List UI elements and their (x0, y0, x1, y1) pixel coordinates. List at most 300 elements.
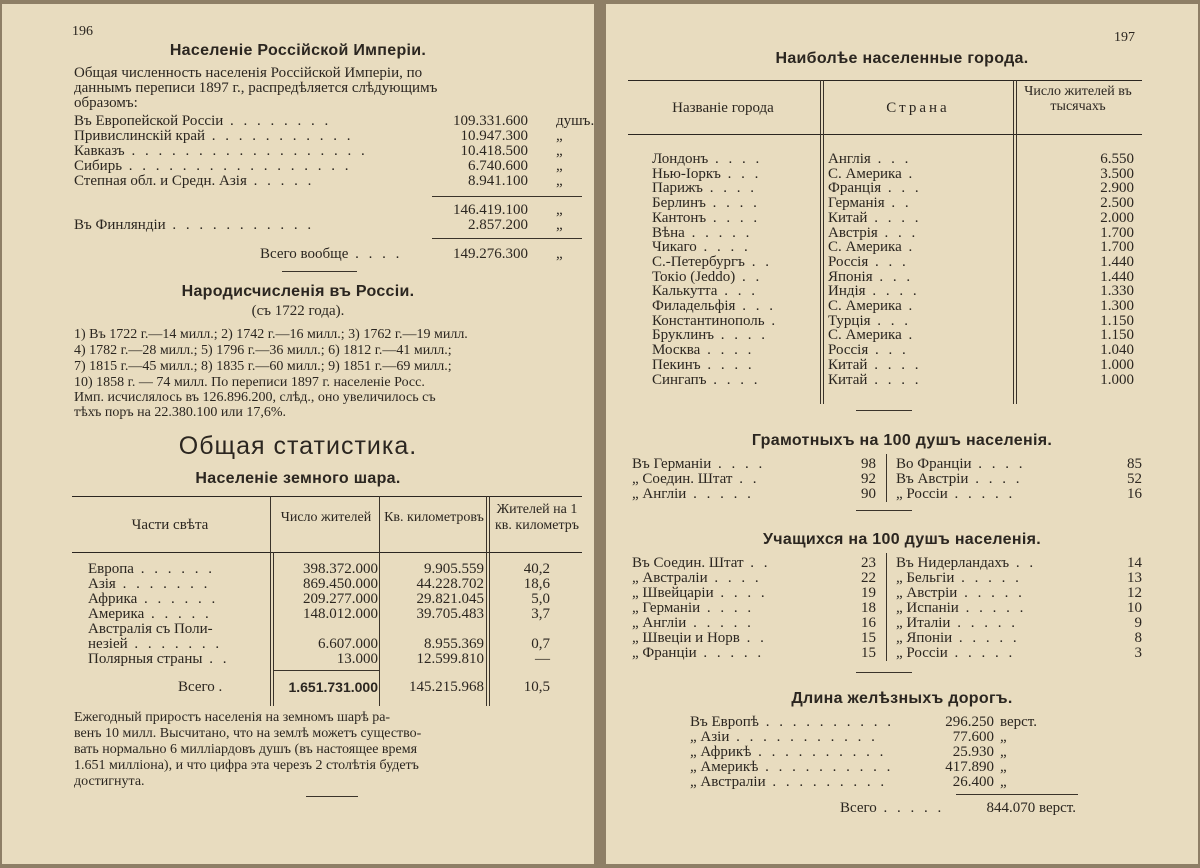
continent-label: незіей . . . . . . . (88, 636, 223, 652)
city-label-text: Москва (652, 342, 701, 359)
rail-value: 417.890 (945, 759, 994, 775)
item-label-text: „ Швейцаріи (632, 585, 714, 601)
population-unit: „ (556, 173, 563, 189)
area-cell: 39.705.483 (416, 606, 484, 622)
density-cell: 18,6 (523, 576, 550, 592)
continent-label: Азія . . . . . . . (88, 576, 211, 592)
rail-label: „ Австраліи . . . . . . . . . (690, 774, 888, 790)
item-value: 22 (861, 570, 876, 586)
divider (306, 796, 358, 797)
city-label: Пекинъ . . . . (652, 356, 755, 373)
item-label: Въ Австріи . . . . (896, 471, 1023, 487)
table-border (72, 496, 582, 497)
population-value: 10.947.300 (460, 128, 528, 144)
item-label: „ Италіи . . . . . (896, 615, 1018, 631)
population-cell: 869.450.000 (303, 576, 378, 592)
country-label-text: С. Америка (828, 298, 902, 314)
rail-total-row (836, 801, 1136, 816)
city-label-text: Лондонъ (652, 151, 709, 167)
country-label-text: Китай (828, 356, 868, 373)
growth-line: Ежегодный приростъ населенія на земномъ шарѣ ра- (74, 710, 391, 725)
city-label: Кантонъ . . . . (652, 209, 761, 226)
country-label: Англія . . . (828, 151, 912, 167)
item-label-text: „ Австріи (896, 585, 958, 601)
item-value: 14 (1127, 555, 1142, 571)
census-line: тѣхъ поръ на 22.380.100 или 17,6%. (74, 405, 286, 420)
country-label: С. Америка . (828, 165, 916, 182)
city-label-text: Филадельфія (652, 298, 736, 314)
item-value: 85 (1127, 456, 1142, 472)
total-unit: „ (556, 246, 563, 262)
population-value: 109.331.600 (453, 113, 528, 129)
list-item (896, 631, 1142, 646)
item-label-text: „ Россіи (896, 645, 948, 661)
census-title: Народисчисленія въ Россіи. (181, 283, 415, 300)
table-border (274, 670, 379, 671)
census-line: 7) 1815 г.—45 милл.; 8) 1835 г.—60 милл.; 9) 1851 г.—69 милл.; (74, 359, 452, 374)
population-row (74, 159, 594, 174)
country-label: Китай . . . . (828, 371, 922, 388)
city-label: Лондонъ . . . . (652, 151, 763, 167)
continent-label: Африка . . . . . . (88, 591, 219, 607)
population-unit: душъ. (556, 113, 595, 129)
world-total-pop: 1.651.731.000 (288, 679, 378, 695)
page-number: 197 (1114, 30, 1135, 45)
city-pop: 1.150 (1100, 312, 1134, 329)
area-cell: 29.821.045 (416, 591, 484, 607)
population-label-text: Сибирь (74, 158, 123, 174)
rail-value: 25.930 (952, 744, 994, 760)
country-label-text: Россія (828, 253, 869, 270)
item-value: 10 (1127, 600, 1142, 616)
city-label-text: Сингапъ (652, 371, 707, 388)
city-label: Бруклинъ . . . . (652, 327, 768, 344)
population-intro-3: образомъ: (74, 95, 138, 111)
country-label: С. Америка . (828, 298, 916, 314)
item-label: „ Австраліи . . . . (632, 570, 762, 586)
item-label-text: „ Россіи (896, 486, 948, 502)
city-pop: 1.440 (1100, 268, 1134, 285)
item-label: „ Соедин. Штат . . (632, 471, 760, 487)
continent-label: Америка . . . . . (88, 606, 212, 622)
continent-label-text: Полярныя страны (88, 651, 203, 667)
continent-label: Европа . . . . . . (88, 561, 215, 577)
population-label: Степная обл. и Средн. Азія . . . . . (74, 173, 315, 189)
item-value: 23 (861, 555, 876, 571)
list-item (632, 457, 882, 472)
item-label: „ Франціи . . . . . (632, 645, 765, 661)
total-row (74, 247, 594, 262)
item-label: „ Испаніи . . . . . (896, 600, 1027, 616)
list-item (896, 586, 1142, 601)
item-label: Въ Соедин. Штат . . (632, 555, 771, 571)
continent-label-text: Азія (88, 576, 116, 592)
rail-unit: „ (1000, 759, 1007, 775)
growth-line: 1.651 миллiона), и что цифра эта черезъ 2 столѣтія будетъ (74, 758, 419, 773)
literacy-title: Грамотныхъ на 100 душъ населенія. (751, 432, 1053, 449)
population-value: 8.941.100 (468, 173, 528, 189)
density-cell: 0,7 (531, 636, 550, 652)
list-item (632, 571, 882, 586)
divider (856, 510, 912, 511)
list-item (632, 646, 882, 661)
country-label: Китай . . . . (828, 356, 922, 373)
item-value: 90 (861, 486, 876, 502)
table-row (72, 562, 592, 577)
population-cell: 398.372.000 (303, 561, 378, 577)
city-label: Калькутта . . . (652, 283, 758, 300)
country-label-text: Китай (828, 209, 868, 226)
item-label-text: Въ Австріи (896, 471, 969, 487)
continent-label-text: незіей (88, 636, 128, 652)
list-item (690, 715, 1110, 730)
col-header-pop: Число жителей (280, 510, 372, 525)
col-header-city: Названіе города (672, 100, 774, 116)
table-row (72, 622, 592, 637)
item-value: 3 (1134, 645, 1142, 661)
area-cell: 12.599.810 (416, 651, 484, 667)
city-label: Сингапъ . . . . (652, 371, 761, 388)
item-value: 16 (861, 615, 876, 631)
rail-value: 296.250 (945, 714, 994, 730)
country-label-text: Японія (828, 268, 873, 285)
continent-label (88, 622, 213, 637)
rail-label-text: „ Австраліи (690, 774, 766, 790)
item-label: „ Россіи . . . . . (896, 486, 1016, 502)
list-item (896, 616, 1142, 631)
country-label: Китай . . . . (828, 209, 922, 226)
total-value: 149.276.300 (453, 246, 528, 262)
area-cell: 8.955.369 (424, 636, 484, 652)
rail-unit: „ (1000, 729, 1007, 745)
area-cell: 9.905.559 (424, 561, 484, 577)
population-label-text: Кавказъ (74, 143, 125, 159)
item-label-text: Въ Соедин. Штат (632, 555, 744, 571)
list-item (896, 646, 1142, 661)
cities-title: Наиболѣе населенные города. (775, 50, 1029, 67)
country-label: Россія . . . (828, 342, 909, 359)
city-label: Константинополь . (652, 312, 779, 329)
rail-label-text: „ Америкѣ (690, 759, 759, 775)
divider (432, 238, 582, 239)
item-label: „ Англіи . . . . . (632, 486, 754, 502)
country-label-text: Индія (828, 283, 866, 300)
list-item (632, 472, 882, 487)
col-header-country: Страна (886, 100, 950, 116)
country-label-text: Англія (828, 151, 871, 167)
rail-total-label: Всего . . . . . (840, 800, 945, 816)
rail-label: Въ Европѣ . . . . . . . . . . (690, 714, 894, 730)
divider (282, 271, 357, 272)
population-value: 6.740.600 (468, 158, 528, 174)
population-row (74, 174, 594, 189)
city-pop: 1.330 (1100, 283, 1134, 300)
divider (856, 672, 912, 673)
list-item (632, 556, 882, 571)
item-value: 52 (1127, 471, 1142, 487)
population-cell: 148.012.000 (303, 606, 378, 622)
density-cell: 3,7 (531, 606, 550, 622)
rail-unit: „ (1000, 774, 1007, 790)
growth-line: венъ 10 милл. Высчитано, что на землѣ можетъ существо- (74, 726, 422, 741)
rail-label: „ Африкѣ . . . . . . . . . . (690, 744, 887, 760)
item-label: „ Англіи . . . . . (632, 615, 754, 631)
city-label-text: Калькутта (652, 283, 718, 300)
col-header-density: Жителей на 1 кв. километръ (494, 502, 580, 533)
city-label-text: Бруклинъ (652, 327, 714, 344)
city-pop: 1.000 (1100, 356, 1134, 373)
population-intro-1: Общая численность населенія Россійской Имперіи, по (74, 65, 423, 81)
students-title: Учащихся на 100 душъ населенія. (763, 531, 1041, 548)
finland-unit: „ (556, 217, 563, 233)
item-label-text: Во Франціи (896, 456, 972, 472)
subtotal-unit: „ (556, 202, 563, 218)
population-row (74, 114, 594, 129)
divider (432, 196, 582, 197)
rail-label-text: „ Азіи (690, 729, 730, 745)
city-label: Вѣна . . . . . (652, 224, 753, 241)
population-label: Въ Европейской Россіи . . . . . . . . (74, 113, 332, 129)
item-label-text: „ Швеціи и Норв (632, 630, 740, 646)
city-label-text: Константинополь (652, 312, 765, 329)
city-label: С.-Петербургъ . . (652, 253, 772, 270)
item-label: Въ Германіи . . . . (632, 456, 766, 472)
census-line: 4) 1782 г.—28 милл.; 5) 1796 г.—36 милл.; 6) 1812 г.—41 милл.; (74, 343, 452, 358)
item-value: 98 (861, 456, 876, 472)
general-title: Общая статистика. (178, 432, 418, 460)
table-row (72, 577, 592, 592)
table-row (72, 607, 592, 622)
right-page (606, 4, 1198, 864)
city-label-text: Берлинъ (652, 195, 706, 212)
list-item (690, 745, 1110, 760)
city-label-text: Нью-Іоркъ (652, 165, 721, 182)
item-label-text: Въ Нидерландахъ (896, 555, 1010, 571)
list-item (896, 556, 1142, 571)
rail-unit: верст. (1000, 714, 1037, 730)
country-label-text: Франція (828, 180, 882, 197)
divider (856, 410, 912, 411)
population-unit: „ (556, 143, 563, 159)
rail-unit: „ (1000, 744, 1007, 760)
population-row (74, 144, 594, 159)
list-item (690, 760, 1110, 775)
population-cell: 6.607.000 (318, 636, 378, 652)
city-pop: 3.500 (1100, 165, 1134, 182)
city-pop: 1.440 (1100, 253, 1134, 270)
finland-row (74, 218, 594, 233)
item-value: 19 (861, 585, 876, 601)
city-label-text: Чикаго (652, 239, 697, 256)
total-label: Всего вообще . . . . (260, 246, 403, 262)
country-label: С. Америка . (828, 239, 916, 256)
population-cell: 209.277.000 (303, 591, 378, 607)
world-total-density: 10,5 (523, 679, 550, 695)
item-value: 12 (1127, 585, 1142, 601)
continent-label-text: Европа (88, 561, 134, 577)
item-value: 92 (861, 471, 876, 487)
country-label-text: Китай (828, 371, 868, 388)
city-label: Парижъ . . . . (652, 180, 757, 197)
table-border (628, 134, 1142, 135)
census-line: 10) 1858 г. — 74 милл. По переписи 1897 г. населеніе Росс. (74, 375, 425, 390)
density-cell: — (535, 651, 550, 667)
col-header-part: Части свѣта (131, 517, 209, 533)
divider (956, 794, 1078, 795)
population-title: Населеніе Россійской Имперіи. (169, 42, 427, 59)
table-row (628, 373, 1188, 388)
rail-label: „ Азіи . . . . . . . . . . . (690, 729, 878, 745)
country-label-text: С. Америка (828, 239, 902, 256)
subtotal-row (74, 203, 594, 218)
city-label-text: Пекинъ (652, 356, 701, 373)
city-pop: 1.700 (1100, 224, 1134, 241)
city-label-text: С.-Петербургъ (652, 253, 745, 270)
city-label: Токіо (Jeddo) . . (652, 268, 763, 285)
item-label: „ Японіи . . . . . (896, 630, 1020, 646)
item-label: „ Бельгіи . . . . . (896, 570, 1022, 586)
growth-line: вать нормально 6 миллiардовъ душъ (въ настоящее время (74, 742, 418, 757)
population-label-text: Привислинскій край (74, 128, 206, 144)
item-label: „ Германіи . . . . (632, 600, 755, 616)
table-row (72, 592, 592, 607)
growth-line: достигнута. (74, 774, 145, 789)
table-border (628, 80, 1142, 81)
item-label-text: Въ Германіи (632, 456, 712, 472)
column-divider (886, 454, 887, 502)
table-border (72, 552, 582, 553)
city-pop: 6.550 (1100, 151, 1134, 167)
city-pop: 1.700 (1100, 239, 1134, 256)
city-pop: 2.900 (1100, 180, 1134, 197)
list-item (896, 457, 1142, 472)
country-label: Индія . . . . (828, 283, 920, 300)
city-pop: 1.040 (1100, 342, 1134, 359)
item-value: 15 (861, 630, 876, 646)
item-label: Во Франціи . . . . (896, 456, 1026, 472)
item-value: 15 (861, 645, 876, 661)
rail-label: „ Америкѣ . . . . . . . . . . (690, 759, 894, 775)
world-total-area: 145.215.968 (409, 679, 484, 695)
item-label-text: „ Италіи (896, 615, 951, 631)
country-label-text: Австрія (828, 224, 878, 241)
continent-label-text: Австралія съ Поли- (88, 621, 213, 637)
item-value: 18 (861, 600, 876, 616)
list-item (896, 601, 1142, 616)
rail-label-text: Въ Европѣ (690, 714, 759, 730)
left-page (2, 4, 594, 864)
item-label-text: „ Англіи (632, 615, 687, 631)
country-label: Японія . . . (828, 268, 914, 285)
item-label-text: „ Бельгіи (896, 570, 955, 586)
population-label-text: Въ Европейской Россіи (74, 113, 224, 129)
population-unit: „ (556, 158, 563, 174)
item-label: „ Россіи . . . . . (896, 645, 1016, 661)
list-item (690, 775, 1110, 790)
list-item (690, 730, 1110, 745)
item-label-text: „ Англіи (632, 486, 687, 502)
rail-value: 77.600 (952, 729, 994, 745)
item-label-text: „ Испаніи (896, 600, 959, 616)
item-value: 9 (1134, 615, 1142, 631)
country-label-text: С. Америка (828, 165, 902, 182)
population-label: Сибирь . . . . . . . . . . . . . . . . . (74, 158, 352, 174)
list-item (632, 586, 882, 601)
city-pop: 2.500 (1100, 195, 1134, 212)
table-row (72, 637, 592, 652)
population-label: Кавказъ . . . . . . . . . . . . . . . . . . (74, 143, 368, 159)
item-value: 16 (1127, 486, 1142, 502)
census-line: Имп. исчислялось въ 126.896.200, слѣд., оно увеличилось съ (74, 390, 436, 405)
country-label: Турція . . . (828, 312, 912, 329)
city-label: Чикаго . . . . (652, 239, 751, 256)
item-label: „ Швейцаріи . . . . (632, 585, 768, 601)
item-label-text: „ Соедин. Штат (632, 471, 733, 487)
continent-label-text: Африка (88, 591, 138, 607)
col-header-area: Кв. километровъ (384, 510, 484, 525)
country-label-text: Турція (828, 312, 871, 329)
city-label-text: Парижъ (652, 180, 703, 197)
census-line: 1) Въ 1722 г.—14 милл.; 2) 1742 г.—16 милл.; 3) 1762 г.—19 милл. (74, 327, 468, 342)
world-total-label: Всего . (178, 679, 223, 695)
finland-label: Въ Финляндіи . . . . . . . . . . . (74, 217, 315, 233)
city-pop: 1.300 (1100, 298, 1134, 314)
density-cell: 40,2 (523, 561, 550, 577)
item-value: 8 (1134, 630, 1142, 646)
item-label-text: „ Австраліи (632, 570, 708, 586)
population-label-text: Степная обл. и Средн. Азія (74, 173, 247, 189)
city-pop: 2.000 (1100, 209, 1134, 226)
country-label-text: Германія (828, 195, 885, 212)
rail-title: Длина желѣзныхъ дорогъ. (791, 690, 1013, 707)
list-item (632, 631, 882, 646)
world-total-row (72, 680, 592, 695)
list-item (632, 487, 882, 502)
city-label-text: Токіо (Jeddo) (652, 268, 736, 285)
col-header-pop: Число жителей въ тысячахъ (1024, 84, 1132, 114)
continent-label: Полярныя страны . . (88, 651, 230, 667)
population-intro-2: даннымъ переписи 1897 г., распредѣляется слѣдующимъ (74, 80, 438, 96)
city-label-text: Кантонъ (652, 209, 707, 226)
list-item (896, 472, 1142, 487)
item-label-text: „ Японіи (896, 630, 953, 646)
city-label: Москва . . . . (652, 342, 755, 359)
table-row (72, 652, 592, 667)
area-cell: 44.228.702 (416, 576, 484, 592)
city-pop: 1.000 (1100, 371, 1134, 388)
item-label: „ Швеціи и Норв . . (632, 630, 767, 646)
list-item (632, 616, 882, 631)
item-label: „ Австріи . . . . . (896, 585, 1025, 601)
density-cell: 5,0 (531, 591, 550, 607)
population-value: 10.418.500 (460, 143, 528, 159)
population-unit: „ (556, 128, 563, 144)
city-label-text: Вѣна (652, 224, 685, 241)
rail-label-text: „ Африкѣ (690, 744, 752, 760)
census-subtitle: (съ 1722 года). (251, 303, 345, 319)
city-pop: 1.150 (1100, 327, 1134, 344)
city-label: Нью-Іоркъ . . . (652, 165, 762, 182)
subtotal-value: 146.419.100 (453, 202, 528, 218)
column-divider (886, 553, 887, 661)
country-label: Австрія . . . (828, 224, 919, 241)
country-label: Франція . . . (828, 180, 922, 197)
finland-value: 2.857.200 (468, 217, 528, 233)
item-label-text: „ Франціи (632, 645, 697, 661)
country-label-text: С. Америка (828, 327, 902, 344)
country-label: Россія . . . (828, 253, 909, 270)
population-cell: 13.000 (336, 651, 378, 667)
